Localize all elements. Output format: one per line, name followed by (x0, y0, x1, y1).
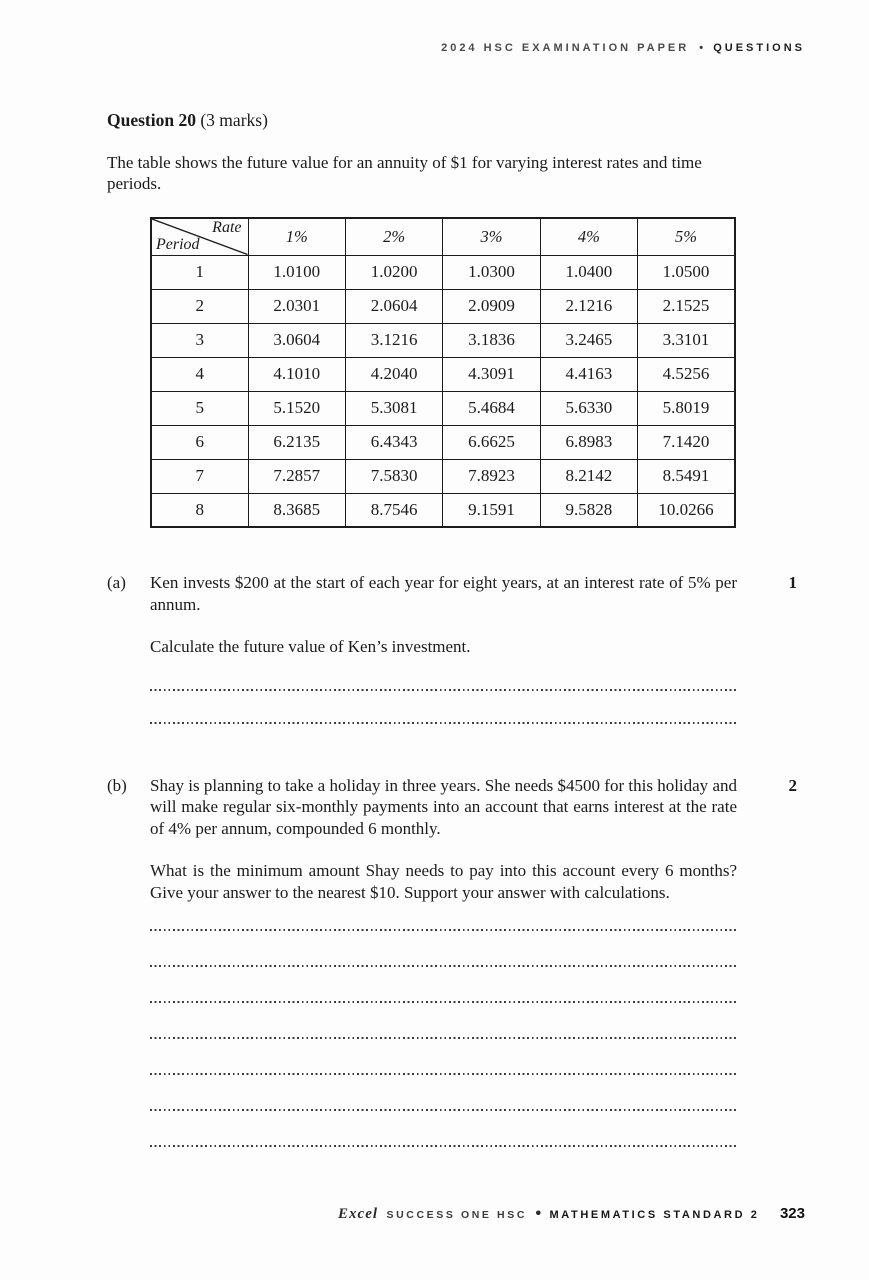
section-title: QUESTIONS (713, 42, 805, 54)
table-row (151, 425, 735, 459)
future-value-cell: 9.1591 (443, 493, 540, 527)
running-footer (107, 1205, 805, 1223)
table-row (151, 391, 735, 425)
answer-line (150, 931, 737, 967)
header-bullet-separator: • (699, 42, 704, 54)
part-a (107, 572, 805, 658)
corner-rate-label: Rate (212, 219, 242, 236)
future-value-cell: 8.7546 (345, 493, 442, 527)
future-value-table-wrap (150, 217, 805, 528)
rate-header-cell: 2% (345, 218, 442, 255)
part-b-body: Shay is planning to take a holiday in three years. She needs $4500 for this holiday and will make regular six-monthly payments into an account that earns interest at the rate of 4% per annum, compounded 6 monthly. (150, 775, 737, 838)
part-a-answer-area (150, 658, 737, 724)
answer-line (150, 658, 737, 691)
table-row (151, 493, 735, 527)
future-value-cell: 7.2857 (248, 459, 345, 493)
period-cell: 7 (151, 459, 248, 493)
future-value-cell: 9.5828 (540, 493, 637, 527)
footer-bullet-separator: • (535, 1205, 542, 1222)
future-value-cell: 5.4684 (443, 391, 540, 425)
future-value-cell: 8.3685 (248, 493, 345, 527)
future-value-cell: 10.0266 (638, 493, 735, 527)
table-row (151, 255, 735, 289)
question-number: Question 20 (107, 110, 196, 130)
part-a-body: Ken invests $200 at the start of each year for eight years, at an interest rate of 5% per annum. (150, 573, 737, 614)
future-value-cell: 7.8923 (443, 459, 540, 493)
future-value-cell: 3.1836 (443, 323, 540, 357)
table-row (151, 323, 735, 357)
future-value-cell: 6.6625 (443, 425, 540, 459)
future-value-cell: 5.8019 (638, 391, 735, 425)
rate-header-cell: 5% (638, 218, 735, 255)
future-value-cell: 2.0604 (345, 289, 442, 323)
future-value-cell: 7.1420 (638, 425, 735, 459)
part-b-answer-area (150, 903, 737, 1147)
brand-logo: Excel (338, 1206, 379, 1222)
period-cell: 4 (151, 357, 248, 391)
future-value-cell: 1.0200 (345, 255, 442, 289)
rate-header-cell: 1% (248, 218, 345, 255)
period-cell: 1 (151, 255, 248, 289)
part-b (107, 775, 805, 904)
question-intro: The table shows the future value for an annuity of $1 for varying interest rates and time periods. (107, 153, 702, 193)
rate-header-cell: 4% (540, 218, 637, 255)
part-b-text (150, 775, 737, 904)
part-b-label: (b) (107, 775, 127, 795)
future-value-cell: 1.0400 (540, 255, 637, 289)
future-value-cell: 6.2135 (248, 425, 345, 459)
period-cell: 6 (151, 425, 248, 459)
table-row (151, 357, 735, 391)
future-value-cell: 3.1216 (345, 323, 442, 357)
future-value-cell: 1.0500 (638, 255, 735, 289)
question-heading (107, 109, 805, 132)
part-a-prompt: Calculate the future value of Ken’s investment. (150, 637, 471, 656)
future-value-cell: 6.4343 (345, 425, 442, 459)
rate-header-row (151, 218, 735, 255)
future-value-cell: 5.1520 (248, 391, 345, 425)
part-a-text (150, 572, 737, 658)
rate-period-corner-cell (151, 218, 248, 255)
answer-line (150, 1111, 737, 1147)
future-value-cell: 5.6330 (540, 391, 637, 425)
answer-line (150, 1039, 737, 1075)
part-b-marks: 2 (788, 775, 797, 795)
answer-line (150, 1075, 737, 1111)
future-value-cell: 4.5256 (638, 357, 735, 391)
future-value-cell: 2.1216 (540, 289, 637, 323)
future-value-cell: 2.1525 (638, 289, 735, 323)
future-value-cell: 4.1010 (248, 357, 345, 391)
answer-line (150, 1003, 737, 1039)
page-number: 323 (779, 1205, 805, 1222)
running-header (107, 42, 805, 55)
future-value-cell: 1.0100 (248, 255, 345, 289)
answer-line (150, 967, 737, 1003)
future-value-cell: 8.5491 (638, 459, 735, 493)
rate-header-cell: 3% (443, 218, 540, 255)
future-value-cell: 2.0909 (443, 289, 540, 323)
question-total-marks: (3 marks) (200, 110, 268, 130)
table-row (151, 459, 735, 493)
future-value-cell: 3.2465 (540, 323, 637, 357)
future-value-cell: 6.8983 (540, 425, 637, 459)
period-cell: 8 (151, 493, 248, 527)
answer-line (150, 903, 737, 931)
future-value-cell: 4.2040 (345, 357, 442, 391)
future-value-cell: 3.3101 (638, 323, 735, 357)
future-value-table-body (151, 255, 735, 527)
period-cell: 3 (151, 323, 248, 357)
part-b-prompt: What is the minimum amount Shay needs to pay into this account every 6 months? Give your answer to the nearest $10. Support your answer with calculations. (150, 861, 737, 902)
future-value-cell: 5.3081 (345, 391, 442, 425)
subject-title: MATHEMATICS STANDARD 2 (549, 1209, 760, 1221)
part-a-label: (a) (107, 573, 126, 592)
future-value-cell: 4.4163 (540, 357, 637, 391)
period-cell: 5 (151, 391, 248, 425)
part-a-marks: 1 (788, 573, 797, 592)
table-row (151, 289, 735, 323)
future-value-cell: 7.5830 (345, 459, 442, 493)
future-value-cell: 3.0604 (248, 323, 345, 357)
answer-line (150, 691, 737, 724)
future-value-cell: 1.0300 (443, 255, 540, 289)
corner-period-label: Period (156, 235, 200, 253)
future-value-cell: 8.2142 (540, 459, 637, 493)
future-value-cell: 2.0301 (248, 289, 345, 323)
period-cell: 2 (151, 289, 248, 323)
future-value-cell: 4.3091 (443, 357, 540, 391)
future-value-table (150, 217, 736, 528)
exam-title: 2024 HSC EXAMINATION PAPER (441, 42, 690, 54)
series-title: SUCCESS ONE HSC (386, 1209, 528, 1221)
